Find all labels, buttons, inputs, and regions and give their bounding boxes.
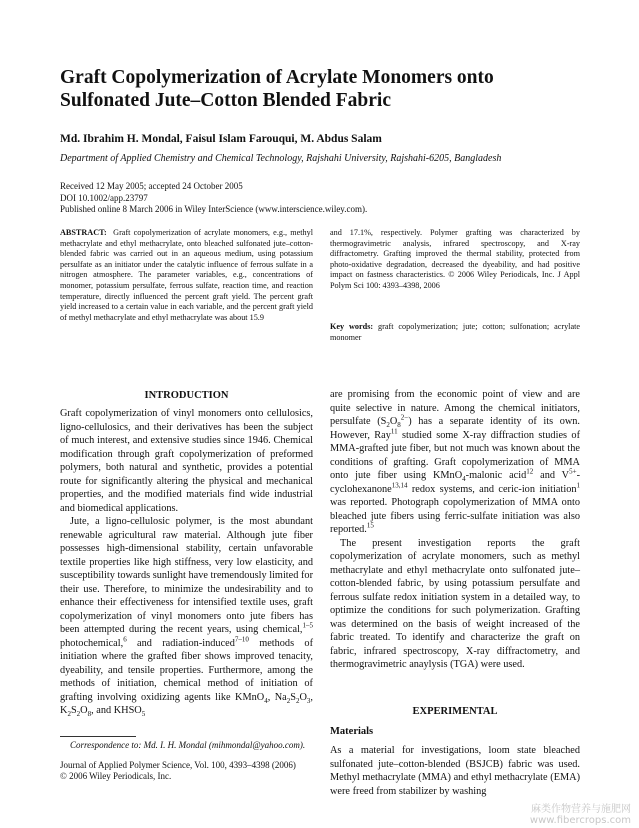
- abstract-label: ABSTRACT:: [60, 228, 107, 237]
- correspondence: Correspondence to: Md. I. H. Mondal (mihmondal@yahoo.com).: [70, 740, 306, 750]
- received-date: Received 12 May 2005; accepted 24 October 2005: [60, 181, 243, 191]
- publication-dates: [60, 181, 367, 216]
- watermark: [530, 804, 631, 826]
- affiliation: Department of Applied Chemistry and Chemical Technology, Rajshahi University, Rajshahi-6205, Bangladesh: [60, 153, 502, 164]
- footnote-rule: [60, 736, 136, 737]
- doi: DOI 10.1002/app.23797: [60, 192, 148, 203]
- abstract-column-2: and 17.1%, respectively. Polymer grafting was characterized by thermogravimetric analysis, infrared spectroscopy, and X-ray diffractometry. Grafting improved the thermal stability, protected from photo-oxidative degradation, decreased the dyeability, and had positive impact on fastness characteristics. © 2006 Wiley Periodicals, Inc. J Appl Polym Sci 100: 4393–4398, 2006: [330, 228, 580, 290]
- copyright-line: © 2006 Wiley Periodicals, Inc.: [60, 771, 172, 781]
- right-column-body: [330, 388, 580, 672]
- title-line-2: Sulfonated Jute–Cotton Blended Fabric: [60, 90, 391, 111]
- abstract-text-1: Graft copolymerization of acrylate monomers, e.g., methyl methacrylate and ethyl methacrylate, onto bleached sulfonated jute–cotton-blended fabric was carried out in an aqueous medium, using potassium persulfate as an initiator under the catalytic influence of ferrous sulfate in a nitrogen atmosphere. The parameter variables, e.g., concentrations of monomer, potassium persulfate, ferrous sulfate, reaction time, and reaction temperature, directly influenced the percent graft yield. The percent graft yield increased to a certain value in each variable, and the percent graft yield of methyl methacrylate and ethyl methacrylate was about 15.9: [60, 228, 314, 322]
- left-column-body: [60, 407, 313, 718]
- materials-paragraph: As a material for investigations, loom state bleached sulfonated jute–cotton-blended (BSJCB) fabric was used. Methyl methacrylate (MMA) and ethyl methacrylate (EMA) were freed from stabilizer by washing: [330, 745, 580, 797]
- author-list: Md. Ibrahim H. Mondal, Faisul Islam Farouqui, M. Abdus Salam: [60, 133, 382, 145]
- footnote: [60, 740, 313, 783]
- keywords: [330, 322, 580, 343]
- journal-citation: Journal of Applied Polymer Science, Vol. 100, 4393–4398 (2006): [60, 759, 296, 770]
- intro-paragraph-2: Jute, a ligno-cellulosic polymer, is the most abundant renewable agricultural raw material. Although jute fiber possesses high-dimensional stability, certain unfavorable textile properties like high stiffness, very low elasticity, and susceptibility towards sunlight have tremendously limited for their use. Therefore, to minimize the undesirability and to enhance their effectiveness for intensified textile uses, graft copolymerization of vinyl monomers onto jute fibers has been attempted during the recent years, using chemical,$^{1-5}$ photochemical,$^6$ and radiation-induced$^{7-10}$ methods of initiation where the grafted fiber shows improved tenacity, dyeability, and tensile properties. Furthermore, among the methods of initiation, chemical method of initiation of grafting involving oxidizing agents like KMnO$_4$, $Na_2S_2O_3$, $K_2S_2O_8$, and $KHSO_5$: [60, 516, 313, 719]
- section-heading-experimental: EXPERIMENTAL: [412, 706, 498, 717]
- section-heading-introduction: INTRODUCTION: [144, 390, 229, 401]
- intro-paragraph-4: The present investigation reports the graft copolymerization of acrylate monomers, such as methyl methacrylate and ethyl methacrylate onto sulfonated jute–cotton-blended fabric, by using potassium persulfate and ferrous sulfate redox initiation system in a detailed way, to optimize the conditions for such polymerization. Grafting was determined on the basis of weight increased of the fabric treated. To identify and characterize the graft on fabric, infrared spectroscopy, X-ray diffractometry, and thermogravimetric anaylysis (TGA) were used.: [330, 537, 580, 670]
- intro-paragraph-1: Graft copolymerization of vinyl monomers onto cellulosics, ligno-cellulosics, and their derivatives has been the subject of much interest, and extensive studies since 1946. Chemical modification through graft copolymerization of preformed polymers, both natural and synthetic, provides a potential route for significantly altering the physical and mechanical properties, and the modified materials find wide industrial and biomedical applications.: [60, 408, 313, 514]
- paper-title: [60, 66, 580, 112]
- keywords-label: Key words:: [330, 322, 374, 331]
- watermark-url: www.fibercrops.com: [529, 815, 631, 826]
- published-online: Published online 8 March 2006 in Wiley InterScience (www.interscience.wiley.com).: [60, 204, 368, 214]
- keywords-text: graft copolymerization; jute; cotton; sulfonation; acrylate monomer: [330, 322, 580, 342]
- watermark-cn: 麻类作物营养与施肥网: [531, 804, 631, 815]
- title-line-1: Graft Copolymerization of Acrylate Monomers onto: [60, 67, 494, 88]
- intro-paragraph-3: are promising from the economic point of view and are quite selective in nature. Among the chemical initiators, persulfate $(S_2O_8^{2-})$ has a separate identity of its own. However, Ray$^{11}$ studied some X-ray diffraction studies of MMA-grafted jute fiber, but not much was known about the conditions of grafting. Graft copolymerization of MMA onto jute fiber using KMnO$_4$-malonic acid$^{12}$ and $V^{5+}-cyclohexanone^{13,14}$ redox systems, and ceric-ion initiation$^1$ was reported. Photograph copolymerization of MMA onto bleached jute fibers using ferric-sulfate initiation was also reported.$^{15}$: [330, 389, 581, 535]
- subsection-heading-materials: Materials: [330, 726, 374, 737]
- abstract-column-1: [60, 228, 313, 323]
